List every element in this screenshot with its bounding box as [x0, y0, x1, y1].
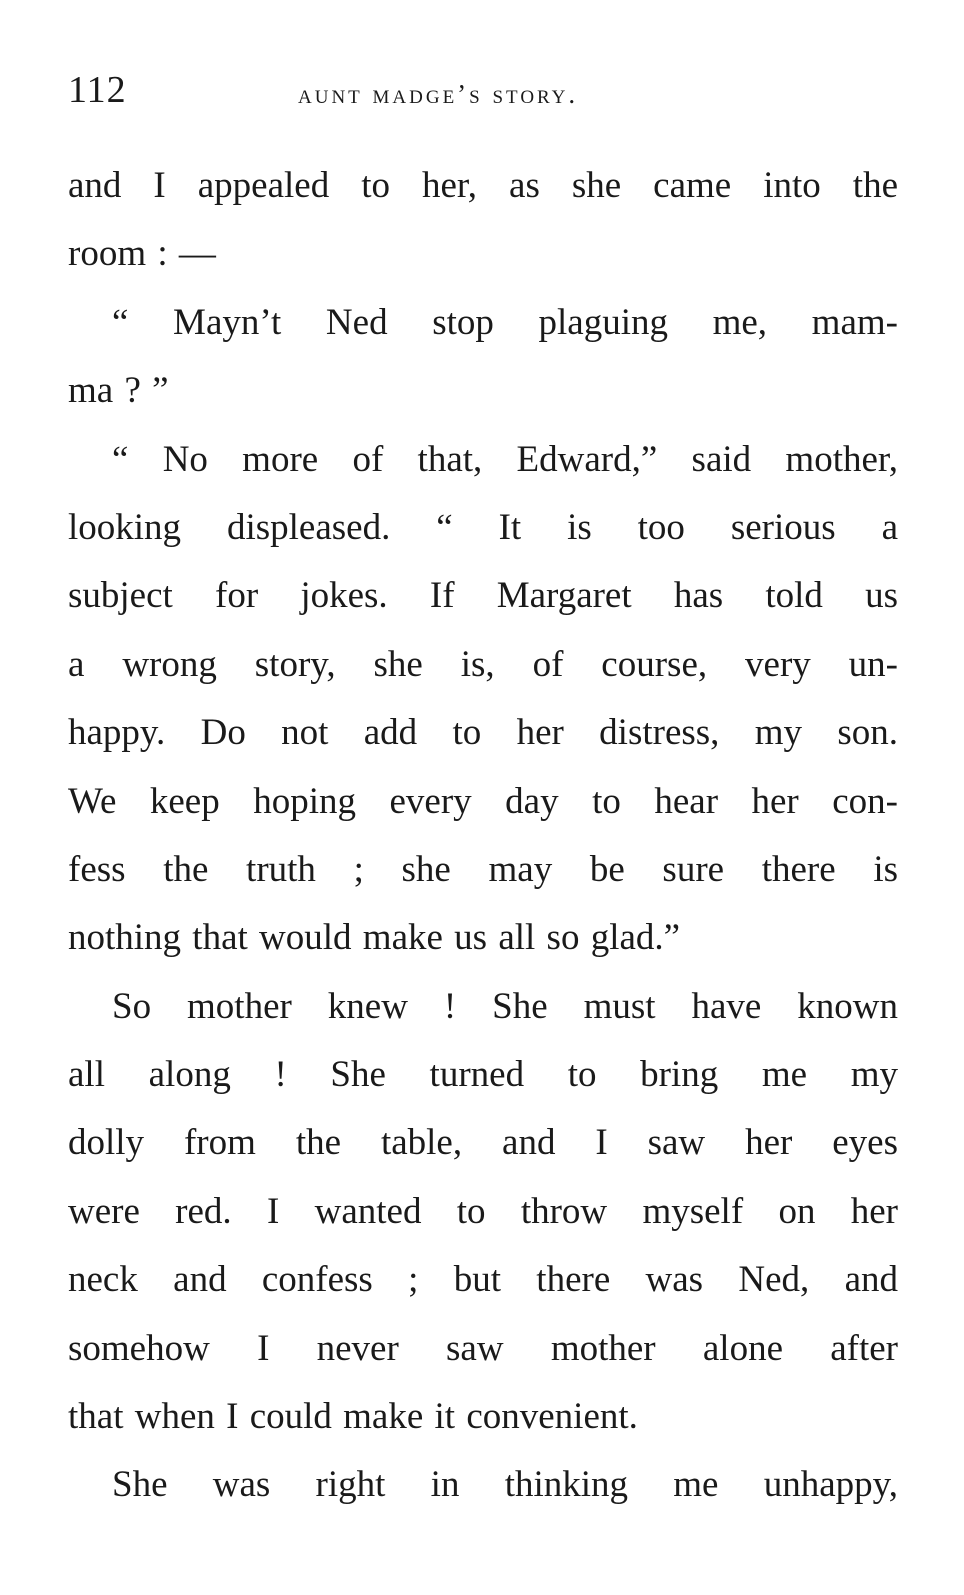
- text-line: happy. Do not add to her distress, my son.: [68, 712, 898, 754]
- text-line: that when I could make it convenient.: [68, 1396, 638, 1438]
- text-line: room : —: [68, 233, 216, 275]
- text-line: were red. I wanted to throw myself on her: [68, 1190, 898, 1232]
- text-line: So mother knew ! She must have known: [112, 985, 898, 1027]
- text-line: all along ! She turned to bring me my: [68, 1054, 898, 1096]
- text-line: somehow I never saw mother alone after: [68, 1327, 898, 1369]
- text-line: and I appealed to her, as she came into the: [68, 165, 898, 206]
- text-line: fess the truth ; she may be sure there is: [68, 848, 898, 890]
- text-line: She was right in thinking me unhappy,: [112, 1464, 898, 1506]
- text-line: dolly from the table, and I saw her eyes: [68, 1122, 898, 1164]
- body-text: [68, 152, 898, 1520]
- text-line: We keep hoping every day to hear her con-: [68, 780, 898, 822]
- text-line: nothing that would make us all so glad.”: [68, 917, 681, 959]
- running-title: aunt madge’s story.: [298, 79, 579, 109]
- text-line: looking displeased. “ It is too serious a: [68, 506, 898, 548]
- text-line: ma ? ”: [68, 370, 169, 412]
- text-line: “ No more of that, Edward,” said mother,: [112, 438, 898, 480]
- text-line: “ Mayn’t Ned stop plaguing me, mam-: [112, 301, 898, 343]
- page-header: [68, 64, 898, 124]
- text-line: subject for jokes. If Margaret has told us: [68, 575, 898, 617]
- text-line: neck and confess ; but there was Ned, and: [68, 1259, 898, 1301]
- page-number: 112: [68, 69, 127, 111]
- text-line: a wrong story, she is, of course, very un-: [68, 643, 898, 685]
